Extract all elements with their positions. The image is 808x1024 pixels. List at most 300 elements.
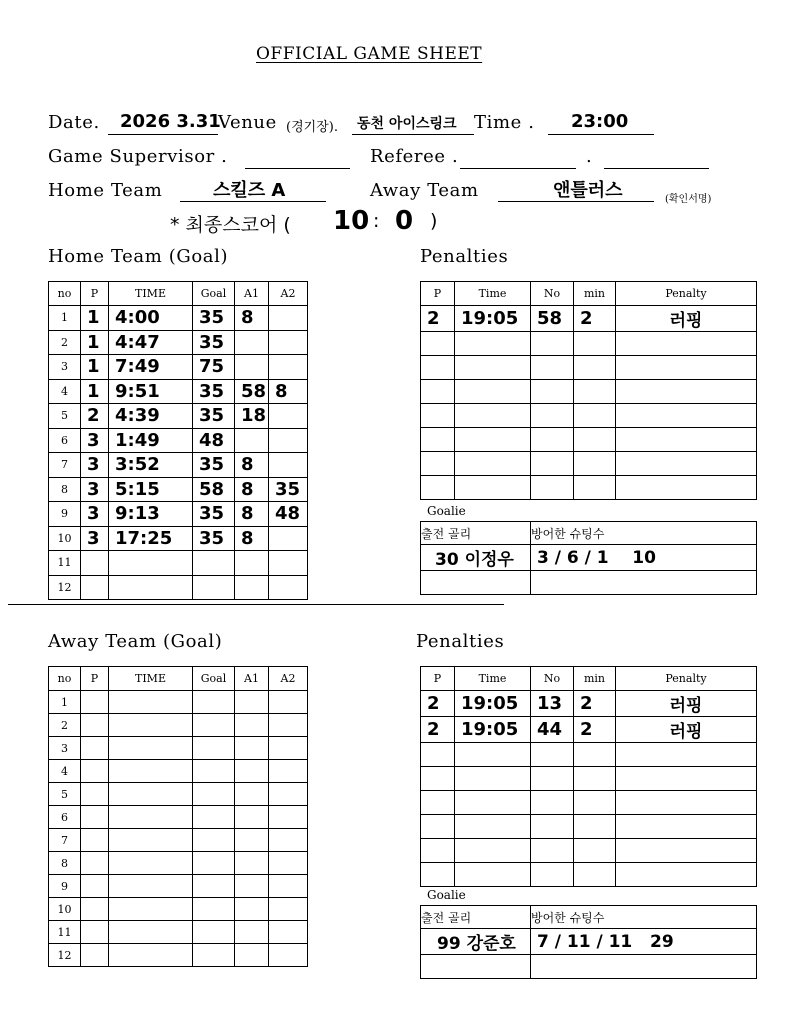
time-cell: [109, 829, 193, 852]
player-no-cell: [531, 356, 574, 380]
time-cell: [455, 428, 531, 452]
assist1-cell: [235, 737, 269, 760]
goal-scorer-cell: [193, 944, 235, 967]
assist1-cell: 8: [235, 502, 269, 527]
column-header-period: P: [421, 667, 455, 691]
period-cell: [421, 767, 455, 791]
time-cell: [109, 852, 193, 875]
venue-label: Venue: [218, 112, 277, 133]
goal-scorer-cell: 35: [193, 379, 235, 404]
minutes-cell: [574, 767, 616, 791]
assist1-cell: [235, 875, 269, 898]
table-row: [421, 476, 757, 500]
assist1-cell: [235, 944, 269, 967]
player-no-cell: 58: [531, 306, 574, 332]
home-penalties-table: [420, 281, 757, 500]
assist1-cell: [235, 783, 269, 806]
venue-underline: [352, 134, 474, 135]
minutes-cell: [574, 839, 616, 863]
penalty-type-cell: [616, 380, 757, 404]
player-no-cell: [531, 839, 574, 863]
time-cell: [109, 551, 193, 576]
penalty-type-cell: [616, 356, 757, 380]
assist2-cell: [269, 829, 308, 852]
column-header-penalty: Penalty: [616, 282, 757, 306]
assist1-cell: [235, 921, 269, 944]
table-row: [49, 477, 308, 502]
minutes-cell: [574, 380, 616, 404]
goal-scorer-cell: [193, 852, 235, 875]
minutes-cell: 2: [574, 691, 616, 717]
row-number: 7: [49, 829, 81, 852]
row-number: 5: [49, 404, 81, 429]
table-row: [49, 453, 308, 478]
away-goalie-label: Goalie: [427, 888, 466, 902]
table-row: [421, 791, 757, 815]
player-no-cell: [531, 815, 574, 839]
assist2-cell: [269, 760, 308, 783]
player-no-cell: 44: [531, 717, 574, 743]
column-header-period: P: [421, 282, 455, 306]
assist2-cell: [269, 306, 308, 331]
goalie-column-saves: 방어한 슈팅수: [531, 906, 757, 929]
column-header-player-no: No: [531, 667, 574, 691]
table-row: [421, 863, 757, 887]
home-team-value: 스킬즈 A: [213, 180, 286, 201]
time-cell: [455, 404, 531, 428]
period-cell: [421, 428, 455, 452]
assist2-cell: [269, 944, 308, 967]
row-number: 12: [49, 575, 81, 600]
table-row: [49, 330, 308, 355]
row-number: 1: [49, 306, 81, 331]
assist1-cell: [235, 330, 269, 355]
assist1-cell: 18: [235, 404, 269, 429]
column-header-time: Time: [455, 667, 531, 691]
minutes-cell: [574, 404, 616, 428]
table-row: [421, 428, 757, 452]
table-row: [421, 306, 757, 332]
penalty-type-cell: [616, 476, 757, 500]
column-header-a2: A2: [269, 282, 308, 306]
home-goalie-name: 30 이정우: [421, 545, 531, 571]
table-row: [49, 575, 308, 600]
table-row: [421, 356, 757, 380]
assist1-cell: [235, 806, 269, 829]
table-row: [49, 428, 308, 453]
table-row: [49, 852, 308, 875]
minutes-cell: [574, 815, 616, 839]
column-header-no: no: [49, 667, 81, 691]
document-title: OFFICIAL GAME SHEET: [256, 44, 483, 64]
row-number: 5: [49, 783, 81, 806]
signature-note: (확인서명): [665, 194, 712, 205]
minutes-cell: [574, 452, 616, 476]
assist1-cell: 8: [235, 477, 269, 502]
time-cell: [455, 380, 531, 404]
period-cell: [81, 921, 109, 944]
assist2-cell: [269, 783, 308, 806]
assist2-cell: [269, 404, 308, 429]
time-cell: [109, 921, 193, 944]
away-goal-table: [48, 666, 308, 967]
time-cell: [109, 760, 193, 783]
table-row: [49, 714, 308, 737]
table-row: [421, 767, 757, 791]
assist2-cell: [269, 551, 308, 576]
time-cell: [455, 791, 531, 815]
home-penalties-title: Penalties: [420, 246, 509, 267]
assist1-cell: [235, 829, 269, 852]
table-row: [49, 526, 308, 551]
assist1-cell: 8: [235, 306, 269, 331]
goal-scorer-cell: 58: [193, 477, 235, 502]
assist2-cell: [269, 330, 308, 355]
assist2-cell: 35: [269, 477, 308, 502]
row-number: 7: [49, 453, 81, 478]
goalie-empty-cell: [531, 571, 757, 595]
period-cell: [81, 575, 109, 600]
goalie-empty-cell: [421, 955, 531, 979]
time-cell: 4:47: [109, 330, 193, 355]
table-row: [49, 898, 308, 921]
period-cell: [421, 404, 455, 428]
time-label: Time .: [474, 112, 535, 133]
player-no-cell: 13: [531, 691, 574, 717]
penalty-type-cell: [616, 452, 757, 476]
period-cell: 1: [81, 306, 109, 331]
period-cell: [421, 791, 455, 815]
period-cell: 3: [81, 526, 109, 551]
table-row: [49, 404, 308, 429]
away-team-label: Away Team: [370, 180, 479, 201]
table-row: [421, 380, 757, 404]
goalie-column-player: 출전 골리: [421, 906, 531, 929]
period-cell: [421, 356, 455, 380]
goal-scorer-cell: [193, 806, 235, 829]
time-cell: [109, 737, 193, 760]
assist2-cell: 8: [269, 379, 308, 404]
period-cell: [421, 476, 455, 500]
player-no-cell: [531, 743, 574, 767]
period-cell: [81, 691, 109, 714]
time-cell: [455, 863, 531, 887]
time-cell: [109, 898, 193, 921]
column-header-goal: Goal: [193, 282, 235, 306]
time-cell: 7:49: [109, 355, 193, 380]
penalty-type-cell: [616, 428, 757, 452]
home-goal-table: [48, 281, 308, 600]
row-number: 6: [49, 806, 81, 829]
time-cell: [109, 575, 193, 600]
row-number: 4: [49, 379, 81, 404]
row-number: 2: [49, 330, 81, 355]
date-label: Date.: [48, 112, 100, 133]
row-number: 6: [49, 428, 81, 453]
column-header-penalty: Penalty: [616, 667, 757, 691]
table-row: [421, 815, 757, 839]
assist1-cell: [235, 898, 269, 921]
time-underline: [548, 134, 654, 135]
row-number: 9: [49, 875, 81, 898]
assist1-cell: 58: [235, 379, 269, 404]
time-cell: [109, 875, 193, 898]
goalie-column-saves: 방어한 슈팅수: [531, 522, 757, 545]
goal-scorer-cell: [193, 760, 235, 783]
supervisor-line: [245, 168, 350, 169]
period-cell: [421, 815, 455, 839]
column-header-min: min: [574, 282, 616, 306]
assist2-cell: [269, 921, 308, 944]
period-cell: 2: [421, 717, 455, 743]
player-no-cell: [531, 791, 574, 815]
player-no-cell: [531, 404, 574, 428]
assist2-cell: [269, 806, 308, 829]
home-goal-title: Home Team (Goal): [48, 246, 229, 267]
table-row: [49, 760, 308, 783]
period-cell: 3: [81, 477, 109, 502]
assist2-cell: [269, 355, 308, 380]
goal-scorer-cell: [193, 691, 235, 714]
penalty-type-cell: 러핑: [616, 306, 757, 332]
column-header-period: P: [81, 282, 109, 306]
column-header-min: min: [574, 667, 616, 691]
player-no-cell: [531, 380, 574, 404]
row-number: 2: [49, 714, 81, 737]
away-goalie-table: [420, 905, 757, 979]
row-number: 10: [49, 526, 81, 551]
time-cell: 19:05: [455, 691, 531, 717]
home-goalie-table: [420, 521, 757, 595]
assist2-cell: [269, 428, 308, 453]
period-cell: [421, 743, 455, 767]
table-row: [421, 691, 757, 717]
table-row: [49, 875, 308, 898]
time-cell: [455, 356, 531, 380]
player-no-cell: [531, 452, 574, 476]
referee-dot: .: [586, 146, 593, 167]
period-cell: [81, 714, 109, 737]
goal-scorer-cell: [193, 551, 235, 576]
period-cell: 1: [81, 355, 109, 380]
table-row: [49, 502, 308, 527]
row-number: 3: [49, 355, 81, 380]
score-separator: :: [373, 210, 380, 232]
goal-scorer-cell: 75: [193, 355, 235, 380]
goal-scorer-cell: 35: [193, 404, 235, 429]
goal-scorer-cell: [193, 783, 235, 806]
goal-scorer-cell: [193, 714, 235, 737]
column-header-period: P: [81, 667, 109, 691]
time-cell: 17:25: [109, 526, 193, 551]
assist2-cell: [269, 737, 308, 760]
assist2-cell: [269, 898, 308, 921]
period-cell: [421, 332, 455, 356]
assist2-cell: [269, 852, 308, 875]
time-cell: [455, 839, 531, 863]
row-number: 1: [49, 691, 81, 714]
time-cell: [455, 476, 531, 500]
venue-korean-label: (경기장).: [286, 120, 338, 135]
minutes-cell: [574, 476, 616, 500]
row-number: 11: [49, 921, 81, 944]
column-header-no: no: [49, 282, 81, 306]
assist2-cell: [269, 453, 308, 478]
goal-scorer-cell: 35: [193, 526, 235, 551]
goal-scorer-cell: [193, 898, 235, 921]
period-cell: [81, 783, 109, 806]
time-cell: [109, 944, 193, 967]
time-cell: [109, 714, 193, 737]
player-no-cell: [531, 767, 574, 791]
home-team-label: Home Team: [48, 180, 163, 201]
column-header-a2: A2: [269, 667, 308, 691]
referee-line-2: [604, 168, 709, 169]
minutes-cell: 2: [574, 306, 616, 332]
period-cell: [81, 898, 109, 921]
period-cell: 2: [421, 691, 455, 717]
away-team-value: 앤틀러스: [553, 180, 623, 201]
penalty-type-cell: [616, 815, 757, 839]
player-no-cell: [531, 332, 574, 356]
time-cell: [455, 815, 531, 839]
period-cell: [81, 551, 109, 576]
table-row: [421, 404, 757, 428]
time-cell: [109, 783, 193, 806]
table-row: [49, 944, 308, 967]
goal-scorer-cell: 48: [193, 428, 235, 453]
referee-line-1: [460, 168, 576, 169]
home-goalie-saves: 3 / 6 / 1 10: [531, 545, 757, 571]
minutes-cell: [574, 356, 616, 380]
time-cell: [455, 767, 531, 791]
column-header-player-no: No: [531, 282, 574, 306]
penalty-type-cell: 러핑: [616, 717, 757, 743]
assist1-cell: [235, 575, 269, 600]
minutes-cell: [574, 863, 616, 887]
time-cell: 19:05: [455, 306, 531, 332]
time-cell: [109, 806, 193, 829]
section-divider: [8, 604, 504, 605]
time-cell: 3:52: [109, 453, 193, 478]
table-row: [49, 306, 308, 331]
assist1-cell: [235, 551, 269, 576]
table-row: [49, 691, 308, 714]
final-score-close: ): [430, 210, 438, 232]
goal-scorer-cell: 35: [193, 306, 235, 331]
goalie-column-player: 출전 골리: [421, 522, 531, 545]
player-no-cell: [531, 863, 574, 887]
goalie-empty-cell: [531, 955, 757, 979]
minutes-cell: 2: [574, 717, 616, 743]
assist2-cell: 48: [269, 502, 308, 527]
assist1-cell: [235, 714, 269, 737]
minutes-cell: [574, 791, 616, 815]
player-no-cell: [531, 428, 574, 452]
column-header-time: Time: [455, 282, 531, 306]
period-cell: 1: [81, 330, 109, 355]
time-cell: 4:39: [109, 404, 193, 429]
penalty-type-cell: [616, 791, 757, 815]
date-value: 2026 3.31: [120, 111, 221, 132]
time-cell: 9:13: [109, 502, 193, 527]
assist2-cell: [269, 714, 308, 737]
table-row: [49, 921, 308, 944]
time-cell: 4:00: [109, 306, 193, 331]
goal-scorer-cell: [193, 829, 235, 852]
period-cell: 1: [81, 379, 109, 404]
away-team-underline: [498, 201, 654, 202]
assist1-cell: [235, 691, 269, 714]
table-row: [421, 743, 757, 767]
goalie-empty-cell: [421, 571, 531, 595]
away-penalties-table: [420, 666, 757, 887]
minutes-cell: [574, 743, 616, 767]
goal-scorer-cell: [193, 575, 235, 600]
row-number: 3: [49, 737, 81, 760]
supervisor-label: Game Supervisor .: [48, 146, 228, 167]
period-cell: 3: [81, 428, 109, 453]
time-cell: 9:51: [109, 379, 193, 404]
table-row: [49, 783, 308, 806]
row-number: 4: [49, 760, 81, 783]
home-team-underline: [180, 201, 326, 202]
assist1-cell: 8: [235, 453, 269, 478]
referee-label: Referee .: [370, 146, 459, 167]
row-number: 12: [49, 944, 81, 967]
time-cell: 19:05: [455, 717, 531, 743]
period-cell: [81, 875, 109, 898]
goal-scorer-cell: [193, 737, 235, 760]
period-cell: [81, 829, 109, 852]
table-row: [421, 839, 757, 863]
assist1-cell: [235, 428, 269, 453]
table-row: [49, 829, 308, 852]
assist2-cell: [269, 575, 308, 600]
home-goalie-label: Goalie: [427, 504, 466, 518]
period-cell: 3: [81, 502, 109, 527]
column-header-goal: Goal: [193, 667, 235, 691]
away-goal-title: Away Team (Goal): [48, 631, 223, 652]
assist2-cell: [269, 875, 308, 898]
period-cell: 2: [81, 404, 109, 429]
table-row: [421, 452, 757, 476]
penalty-type-cell: [616, 404, 757, 428]
row-number: 9: [49, 502, 81, 527]
away-penalties-title: Penalties: [416, 631, 505, 652]
time-cell: [455, 452, 531, 476]
home-score: 10: [333, 206, 370, 236]
time-cell: 5:15: [109, 477, 193, 502]
column-header-a1: A1: [235, 282, 269, 306]
table-row: [421, 717, 757, 743]
penalty-type-cell: [616, 767, 757, 791]
period-cell: [81, 760, 109, 783]
assist1-cell: [235, 760, 269, 783]
table-row: [49, 806, 308, 829]
goal-scorer-cell: 35: [193, 453, 235, 478]
goal-scorer-cell: 35: [193, 330, 235, 355]
venue-value: 동천 아이스링크: [357, 116, 457, 132]
time-value: 23:00: [571, 111, 629, 132]
goal-scorer-cell: 35: [193, 502, 235, 527]
period-cell: [81, 806, 109, 829]
assist1-cell: 8: [235, 526, 269, 551]
goal-scorer-cell: [193, 875, 235, 898]
period-cell: [81, 852, 109, 875]
column-header-time: TIME: [109, 282, 193, 306]
assist1-cell: [235, 355, 269, 380]
